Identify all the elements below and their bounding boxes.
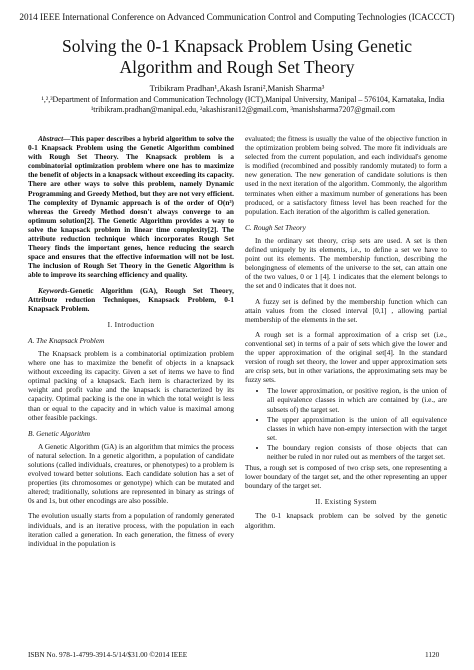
- crisp-paragraph: In the ordinary set theory, crisp sets are used. A set is then defined uniquely by its elements, i.e., to define a set we have to point out its elements. The membership function, describing the belongingness of elements of the universe to the set, can attain one of the two values, 0 or 1 [4]. 1 indicates that the element belongs to the set and 0 indicates that it does not.: [245, 235, 447, 291]
- subsection-knapsack: A. The Knapsack Problem: [28, 335, 105, 345]
- fuzzy-paragraph: A fuzzy set is defined by the membership function which can attain values from the closed interval [0,1] , allowing partial membership of the elements in the set.: [245, 296, 447, 324]
- list-item: • The upper approximation is the union of all equivalence classes in which have non-empty intersection with the target set.: [267, 415, 447, 442]
- knapsack-paragraph: The Knapsack problem is a combinatorial optimization problem where one has to maximize the benefit of objects in a knapsack without exceeding its capacity. Given a set of items we have to find optimal packing of a knapsack. Each item is characterized by its weight and profit value and the knapsack is characterized by its capacity. Optimal packing is the one in which the total weight is less than or equal to the capacity and in which value is maximal among other feasible packings.: [28, 348, 234, 422]
- paper-title: [0, 36, 474, 78]
- authors: Tribikram Pradhan¹,Akash Israni²,Manish Sharma³: [149, 83, 325, 93]
- ga-paragraph-2: The evolution usually starts from a population of randomly generated individuals, and is an iterative process, with the population in each iteration called a generation. In each generation, the fitness of every individual in the population is: [28, 511, 234, 548]
- ga-paragraph: A Genetic Algorithm (GA) is an algorithm that mimics the process of natural selection. In a genetic algorithm, a population of candidate solutions (called individuals, creatures, or phenotypes) to a problem is evolved toward better solutions. Each candidate solution has a set of properties (its chromosomes or genotype) which can be mutated and altered; traditionally, solutions are represented in binary as strings of 0s and 1s, but other encodings are also possible.: [28, 441, 234, 506]
- conference-header: 2014 IEEE International Conference on Advanced Communication Control and Computing Technologies (ICACCCT): [19, 12, 455, 22]
- thus-paragraph: Thus, a rough set is composed of two crisp sets, one representing a lower boundary of the target set, and the other representing an upper boundary of the target set.: [245, 463, 447, 491]
- left-column: [28, 134, 234, 548]
- keywords-label: Keywords: [38, 285, 68, 295]
- title-line-2: Algorithm and Rough Set Theory: [119, 57, 355, 77]
- list-item: • The lower approximation, or positive region, is the union of all equivalence classes in which are contained by (i.e., are subsets of) the target set.: [267, 386, 447, 413]
- abstract-text: —This paper describes a hybrid algorithm to solve the 0-1 Knapsack Problem using the Genetic Algorithm combined with Rough Set Theory. The Knapsack problem is a combinatorial optimization problem where one has to maximize the benefit of objects in a knapsack without exceeding its capacity. There are other ways to solve this problem, namely Dynamic Programming and Greedy Method, but they are not very efficient. The complexity of Dynamic approach is of the order of O(n³) whereas the Greedy Method doesn't always converge to an optimum solution[2]. The Genetic Algorithm provides a way to solve the knapsack problem in linear time complexity[2]. The attribute reduction technique which incorporates Rough Set Theory finds the important genes, hence reducing the search space and ensures that the effective information will not be lost. The inclusion of Rough Set Theory in the Genetic Algorithm is able to improve its searching efficiency and quality.: [28, 134, 234, 280]
- abstract: [28, 134, 234, 280]
- footer-isbn: ISBN No. 978-1-4799-3914-5/14/$31.00 ©2014 IEEE: [28, 650, 188, 659]
- subsection-genetic-algorithm: B. Genetic Algorithm: [28, 428, 91, 438]
- right-column: [245, 134, 447, 530]
- existing-paragraph: The 0-1 knapsack problem can be solved by the genetic algorithm.: [245, 511, 447, 530]
- rough-paragraph: A rough set is a formal approximation of a crisp set (i.e., conventional set) in terms of a pair of sets which give the lower and the upper approximation of the original set[4]. In the standard version of rough set theory, the lower and upper approximation sets are crisp sets, but in other variations, the approximating sets may be fuzzy sets.: [245, 329, 447, 385]
- keywords-text: -Genetic Algorithm (GA), Rough Set Theory, Attribute reduction Techniques, Knapsack Problem, 0-1 Knapsack Problem.: [28, 285, 234, 313]
- approximation-list: [245, 386, 447, 461]
- subsection-rough-set: C. Rough Set Theory: [245, 222, 306, 232]
- page-number: 1120: [425, 650, 440, 659]
- section-introduction: I. Introduction: [107, 319, 155, 329]
- keywords: [28, 286, 234, 313]
- affiliation: ¹,²,³Department of Information and Communication Technology (ICT),Manipal University, Manipal – 576104, Karnataka, India: [41, 95, 445, 104]
- emails: ¹tribikram.pradhan@manipal.edu, ²akashisrani12@gmail.com, ³manishsharma7207@gmail.com: [90, 105, 396, 114]
- abstract-label: Abstract: [38, 134, 64, 143]
- list-item: • The boundary region consists of those objects that can neither be ruled in nor ruled out as members of the target set.: [267, 443, 447, 461]
- affiliation-block: [28, 95, 458, 115]
- section-existing-system: II. Existing System: [315, 497, 377, 507]
- title-line-1: Solving the 0-1 Knapsack Problem Using Genetic: [62, 36, 412, 56]
- right-paragraph-1: evaluated; the fitness is usually the value of the objective function in the optimization problem being solved. The more fit individuals are selected from the current population, and each individual's genome is modified (recombined and possibly randomly mutated) to form a new generation. The new generation of candidate solutions is then used in the next iteration of the algorithm. Commonly, the algorithm terminates when either a maximum number of generations has been produced, or a satisfactory fitness level has been reached for the population. Each iteration of the algorithm is called generation.: [245, 134, 447, 216]
